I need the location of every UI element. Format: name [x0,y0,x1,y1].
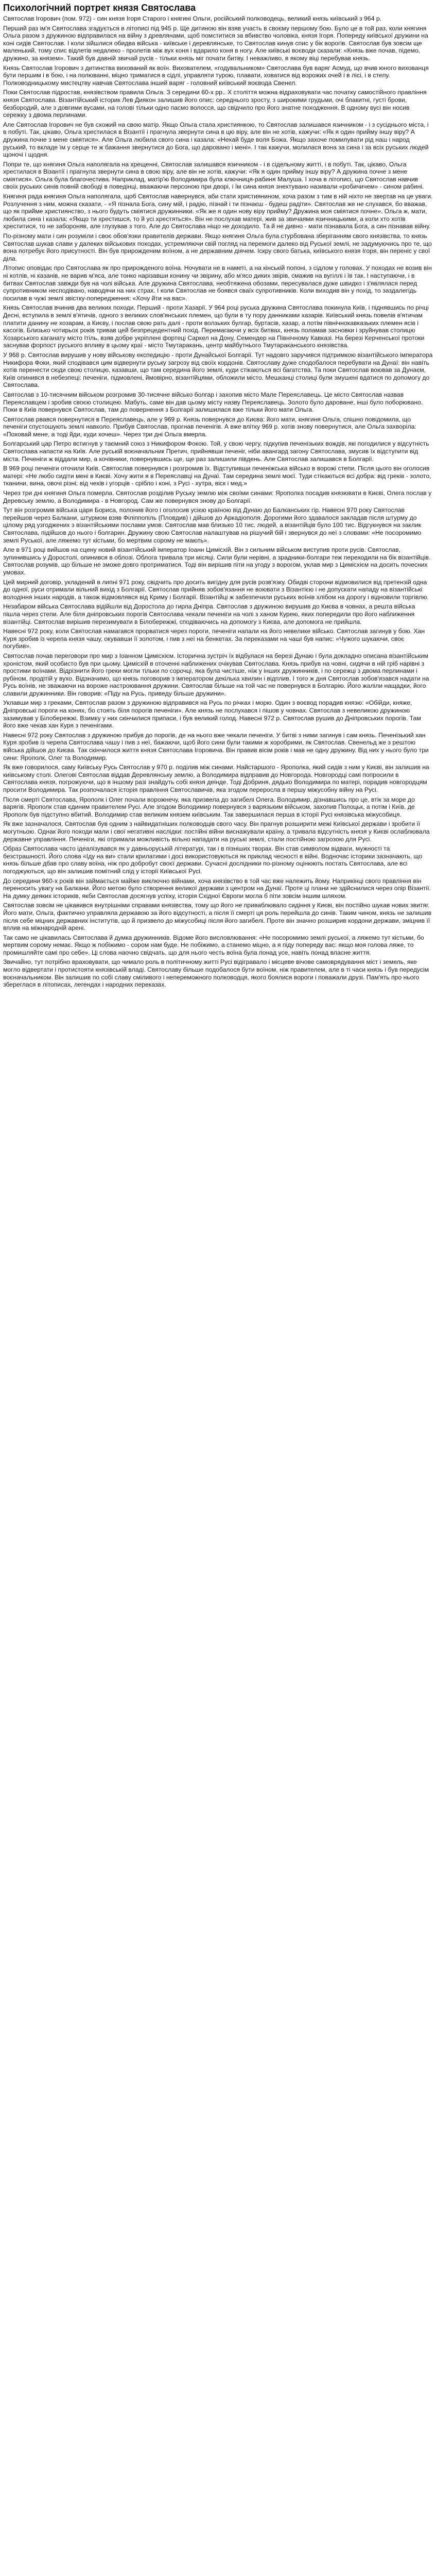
paragraph: Через три дні княгиня Ольга померла. Святослав розділив Руську землю між своїми синами: Ярополка посадив князювати в Києві, Олега послав у Деревську землю, а Володимира - в Новгород. Сам же повернувся знову до Болгарії. [3,489,432,504]
paragraph: Навесні 972 року, коли Святослав намагався прорватися через пороги, печеніги напали на його невелике військо. Святослав загинув у бою. Хан Куря зробив із черепа князя чашу, окувавши її золотом, і пив з неї на бенкетах. За переказами на чаші був напис: «Чужого шукаючи, своє погубив». [3,628,425,650]
paragraph: Але в 971 році вийшов на сцену новий візантійський імператор Іоанн Цимісхій. Він з сильним військом виступив проти русів. Святослав, зупинившись у Доростолі, опинився в облозі. Облога тривала три місяці. Сили були нерівні, а зрадники-болгари теж переходили на бік візантійців. Святослав розумів, що більше не зможе довго протриматися. Тоді він вирішив піти на угоду з ворогом, уклав мир з Цимісхієм на досить почесних умовах. [3,546,431,576]
paragraph: Перший раз ім'я Святослава згадується в літописі під 945 р. Ще дитиною він взяв участь в своєму першому бою. Було це в той раз, коли княгиня Ольга разом з дружиною відправилася на війну з древлянами, щоб помститися за вбивство чоловіка, князя Ігоря. Попереду київської дружини на коні сидів Святослав. І коли зійшлися обидва війська - київське і деревлянське, то Святослав кинув спис у бік ворогів. Святослав був зовсім ще маленький, тому спис відлетів недалеко - пролетів між вух коня і вдарило коня в ногу. Але київські воєводи сказали: «Князь вже почав, підемо, дружино, за князем». Такий був давній звичай русів - тільки князь міг почати битву. І неважливо, в якому віці перебував князь. [3,24,428,62]
paragraph: Уклавши мир з греками, Святослав разом з дружиною відправився на Русь по річках і морю. Один з воєвод порадив князю: «Обійди, княже, Дніпровські пороги на конях, бо стоять біля порогів печеніги». Але князь не послухався і пішов у човнах. Святослав з невеликою дружиною зазимував у Білобережжі. Взимку у них скінчилися припаси, і був великий голод. Навесні 972 р. Святослав рушив до Дніпровських порогів. Там його вже чекав хан Куря з печенігами. [3,699,421,730]
paragraph: Літопис оповідає про Святослава як про прирожденого воїна. Ночувати не в наметі, а на кінській попоні, з сідлом у головах. У походах не возив він ні котлів, ні казанів, не варив м'яса, але тонко нарізавши конину чи звірину, або м'ясо диких звірів, смажив на вугіллі і їв так. І наступаючи, і в битвах Святослав завжди був на чолі війська. Але дружина Святослава, необтяжена обозами, пересувалася дуже швидко і з'являлася перед супротивником несподівано, наводячи на них страх. І коли Святослав не боявся сваїх супротивників. Коли виходив він у похід, то заздалегідь посилав в чужі землі звістку-попередження: «Хочу йти на вас». [3,264,432,302]
paragraph: У 968 р. Святослав вирушив у нову військову експедицію - проти Дунайської Болгарії. Тут надовго заручився підтримкою візантійського імператора Никифора Фоки, який сподівався цим відвернути руську загрозу від своїх кордонів. Святославу дуже сподобалося перебувати на Дунаї: він навіть хотів перенести сюди свою столицю, казавши, що там середина його землі, куди стікаються всі багатства. Та поки Святослав воював за Дунаєм, Київ опинився в небезпеці: печеніги, підмовлені, ймовірно, візантійцями, обложили місто. Мешканці столиці були змушені вдатися по допомогу до Святослава. [3,351,433,389]
paragraph: Святослав почав переговори про мир з Іоанном Цимісхієм. Історична зустріч їх відбулася на березі Дунаю і була докладно описана візантійським хроністом, який особисто був при цьому. Цимісхій в оточенні наближених очікував Святослава. Князь прибув на човні, сидячи в ній гріб нарівні з простими воїнами. Відрізнити його греки могли тільки по сорочці, яка була чистіше, ніж у інших дружинників, і по сережці з двома перлинами і рубіном, продітій у вухо. Відзначимо, що князь поговорив з імператором декілька хвилин і відплив. І того ж дня Святослав зобов'язався надати на Русь воїнів, не зважаючи на вороже настроювання дружини. Святослав більше на той час не повернувся в Болгарію. Його жаліли нащадки, його славили дружинники. Він говорив: «Піду на Русь, приведу більше дружини». [3,652,429,697]
paragraph: Як вже зазначалося, Святослав був одним з найвидатніших полководців свого часу. Він прагнув розширити межі Київської держави і зробити її могутньою. Однак його походи мали і свої негативні наслідки: постійні війни виснажували країну, а тривала відсутність князя у Києві ослаблювала державне управління. Печеніги, які отримали можливість вільно нападати на руські землі, стали постійною загрозою для Русі. [3,820,430,843]
paragraph: Цей мирний договір, укладений в липні 971 року, свідчить про досить вигідну для русів розв'язку. Обидві сторони відмовилися від претензій одна до одної, руси отримали вільний вихід з Болгарії. Святослав прийняв зобов'язання не воювати з Візантією і не допускати нападу на візантійські володіння інших народів, а також відмовлявся від Криму і Болгарії. Візантійці ж забезпечили руських воїнів хлібом на дорогу і відновили торгівлю. [3,578,429,601]
paragraph: Святослав рвався повернутися в Переяславець, але у 969 р. Князь повернувся до Києва: його мати, княгиня Ольга, спішно повідомила, що печеніги спустошують землі навколо. Прибув Святослав, прогнав печенігів. А вже влітку 969 р. хотів знову повернутися, але Ольга захворіла: «Поховай мене, а тоді йди, куди хочеш». Через три дні Ольга вмерла. [3,415,416,438]
paragraph: Болгарський цар Петро встигнув у таємний союз з Никифором Фокою. Той, у свою чергу, підкупив печенізьких вождів, які погодилися у відсутність Святослава напасти на Київ. Але руській воєначальник Претич, прийнявши печеніг, ніби авангард загону Святослава, змусив їх відступити від міста. Печеніги ж віддали мир, а кочівники, повернувшись ще, ще раз залишили південь. Але Святослав залишався в Болгарії. [3,440,429,463]
paragraph: Навесні 972 року Святослав з дружиною прибув до порогів, де на нього вже чекали печеніги. У битві з ними загинув і сам князь. Печенізький хан Куря зробив із черепа Святослава чашу і пив з неї, бажаючи, щоб його сини були такими ж хоробрими, як Святослав. Свенельд же з рештою війська дійшов до Києва. Так скінчилося життя князя Святослава Ігоровича. Він правив вісім років і мав не одну дружину. Від них у нього було три сини: Ярополк, Олег та Володимир. [3,731,429,761]
paragraph: Тут він розгромив війська царя Бориса, полонив його і оголосив усією країною від Дунаю до Балканських гір. Навесні 970 року Святослав перейшов через Балкани, штурмом взяв Філіппопіль (Пловдив) і дійшов до Аркадіополя. Дорогими його здавалося закладав після штурму до цілому ряд узгоджених з візантійськими послами умов. Святослав мав близько 10 тис. людей, а візантійців було 100 тис. Відгукнувся на заклик Святослава, підійшов до нього і болгарин. Дружину свою Святослав налаштував на рішучий бій і звернувся до неї з словами: «Не посоромимо землі Руської, але ляжемо тут кістьми, бо мертвим сорому не мають». [3,506,422,544]
paragraph: Князь Святослав Ігорович з дитинства вихований як воїн. Вихователем, «годувальником» Святослава був варяг Асмуд, що вчив юного вихованця бути першим і в бою, і на полюванні, міцно триматися в сідлі, управляти турою, плавати, ховатися від ворожих очей і в лісі, і в степу. Полководницькому мистецтву навчав Святослава інший варяг - головний київський воєвода Свенел. [3,64,429,87]
paragraph: До середини 960-х років він займається майже виключно війнами, хоча князівство в той час вже належить йому. Наприкінці свого правління він переносить увагу на Балкани. Його метою було створення великої держави з центром на Дунаї. Проте ці плани не здійснилися через опір Візантії. На думку деяких істориків, якби Святослав досягнув успіху, історія Східної Європи могла б піти зовсім іншим шляхом. [3,877,431,900]
paragraph: Образ Святослава часто ідеалізувався як у давньоруській літературі, так і в пізніших творах. Він став символом відваги, мужності та безстрашності. Його слова «Іду на ви» стали крилатими і досі використовуються як приклад чесності в війні. Водночас історики зазначають, що князь більше дбав про славу воїна, ніж про добробут своєї держави. Сучасні дослідники по-різному оцінюють постать Святослава, але всі погоджуються, що він залишив помітний слід у історії Київської Русі. [3,845,423,875]
article [0,0,436,989]
page-title: Психологічний портрет князя Святослава [3,3,196,13]
paragraph: Звичайно, тут потрібно враховувати, що чимало роль в політичному житті Русі відігравало і місцеве вічове самоврядування міст і земель, яке могло відвертати і протистояти князівській владі. Святославу більше подобалося бути воїном, ніж правителем, але в ті часи князь і був передусім воєначальником. Він залишив по собі славу сміливого і непереможного полководця, якого боялися вороги і поважали друзі. Пам'ять про нього збереглася в літописах, легендах і народних переказах. [3,958,429,989]
paragraph: В 969 році печеніги оточили Київ. Святослав повернувся і розгромив їх. Відступивши печеніжська військо в ворожі степи. Після цього він оголосив матері: «Не любо сидіти мені в Києві. Хочу жити я в Переяславці на Дунаї. Там середина землі моєї. Туди стікаються всі добра: від греків - золото, тканини, вина, овочі різні; від чехів і угорців - срібло і коні, з Русі - хутра, віск і мед.» [3,465,431,487]
paragraph: Поки Святослав підростав, князівством правила Ольга. З середини 60-х рр.. Х століття можна відраховувати час початку самостійного правління князя Святослава. Візантійський історик Лев Диякон залишив його опис: середнього зросту, з широкими грудьми, очі блакитні, густі брови, безбородий, але з довгими вусами, на голові тільки одно пасмо волосся, що свідчило про його знатне походження. В одному вусі він носив сережку з двома перлинами. [3,89,427,119]
paragraph: Після смерті Святослава, Ярополк і Олег почали ворожнечу, яка призвела до загибелі Олега. Володимир, дізнавшись про це, втік за море до варягів. Ярополк став єдиним правителем Русі. Але згодом Володимир повернувся з варязьким військом, захопив Полоцьк, а потім і Київ, де Ярополк був підступно вбитий. Володимир став великим князем київським. Так завершилася перша в історії Русі князівська міжусобиця. [3,795,415,818]
paragraph: Святослав з 10-тисячним військом розгромив 30-тисячне військо болгар і захопив місто Мале Переяславець. Це місто Святослав назвав Переяславцем і зробив своєю столицею. Мабуть, саме він дав цьому місту назву Переяславець. Золото було дароване, інші було поборювано. Поки в Київ повернувся Святослав, там до повернення з Болгарії залишилася вже тільки його мати Ольга. [3,391,423,414]
paragraph: Княгиня рада княгиня Ольга наполягала, щоб Святослав навернувся, аби стати християнином, хоча разом з тим в ній ніхто не звертав на це уваги. Розлучення з ним, можна сказати, - «Я пізнала Бога, сину мій, і радію, пізнай і ти пізнаєш - будеш радіти». Святослав же не слухався, бо вважав, що як прийме християнство, з нього будуть сміятися дружинники. «Як же я один нову віру прийму? Дружина моя сміятися почне». Ольга ж, мати, любила сина і казала: «Якщо ти хрестишся, то й усі хрестяться». Він не послухав матері, жив за звичаями язичницькими, а коли хто хотів хреститися, то не забороняв, але глузував з того. Але до Святослава ніщо не доходило. Та й не дивно - мати пізнавала Бога, а син пізнавав війну. [3,193,433,230]
paragraph: Так само не цікавилась Святослава й думка дружинників. Відоме його висловлювання: «Не посоромимо землі руської, а ляжемо тут кістьми, бо мертвим сорому немає. Якщо ж побіжимо - сором нам буде. Не побіжимо, а станемо міцно, а я піду попереду вас: якщо моя голова ляже, то промишляйте самі про себе». Ці слова наочно свідчать, що для нього честь воїна була понад усе, навіть понад власне життя. [3,934,424,956]
paragraph: Незабаром війська Святослава відійшли від Доростола до гирла Дніпра. Святослав з дружиною вирушив до Києва в човнах, а решта війська пішла через степи. Але біля дніпровських порогів Святослава чекали печеніги на чолі з ханом Курею, яких попередили про його наближення візантійці. Святослав вирішив перезимувати в Білобережжі, сподіваючись на допомогу з Києва, але допомога не прийшла. [3,603,415,625]
paragraph: Князь Святослав вчинив два великих походи. Перший - проти Хазарії. У 964 році руська дружина Святослава покинула Київ, і піднявшись по річці Десні, вступила в землі в'ятичів, одного з великих слов'янських племен, що були в ту пору данниками хазарів. Київський князь повелів в'ятичам платити данину не хозарам, а Києву, і послав свою рать далі - проти волзьких булгар, буртасів, хазар, а потім північнокавказьких племен ясів і касогів. Близько чотирьох років тривав цей безпрецедентний похід. Перемагаючи у всіх битвах, князь поламав засновки і зруйнував столицю Хозарського каганату місто Ітіль, взяв добре укріплені фортеці Саркел на Дону, Семендер на Північному Кавказі. На березі Керченської протоки заснував форпост руського впливу в цьому краї - місто Тмутаракань, центр майбутнього Тмутараканського князівства. [3,304,429,349]
paragraph: Але Святослав Ігорович не був схожий на свою матір. Якщо Ольга стала християнкою, то Святослав залишався язичником - і з сусіднього міста, і в побуті. Так, цікаво, Ольга хрестилася в Візантії і прагнула звернути сина в цю віру, але він не хотів, кажучи: «Як я один прийму іншу віру? А дружина почне з мене сміятися». Але Ольга любила свого сина і казала: «Нехай буде воля Божа. Якщо захоче помилувати рід наш і народ руський, то вкладе їм у серце те ж бажання звернутися до Бога, що даровано і мені». І так кажучи, молилася вона за сина і за всіх руських людей щоночі і щодня. [3,121,429,159]
paragraph: По-різному мати і син розуміли і своє обов'язки правителів держави. Якщо княгиня Ольга була стурбована зберіганням свого князівства, то князь Святослав шукав слави у далеких військових походах, устремляючи свій погляд на перемоги далеко від Руської землі, не задумуючись про те, що вона потребує його присутності. Він був прирожденим воїном, а не державним діячем. Іскру свого батька, київського князя Ігоря, він переніс у свої діла. [3,232,432,262]
paragraph: Святослав Ігорович (пом. 972) - син князя Ігоря Старого і княгині Ольги, російський полководець, великий князь київський з 964 р. [3,15,382,22]
paragraph: Попри те, що княгиня Ольга наполягала на хрещенні, Святослав залишався язичником - і в сідельному житті, і в побуті. Так, цікаво, Ольга хрестилася в Візантії і прагнула звернути сина в свою віру, але він не хотів, кажучи: «Як я один прийму іншу віру? А дружина почне з мене сміятися». Ольга була благочестива. Наприклад, матір'ю Володимира була ключниця-рабиня Малуша. І хоча в літописі, що Святослав навчив своїх руських синів повній свободі в поведінці, вважаючи персоною при дворі, і їм сина князя знехтувано називали «робичичем» - сином рабині. [3,160,424,191]
article-body [3,15,433,989]
paragraph: Святослав зовсім не цікавився внутрішніми справами князівства, тому що його не приваблювало сидіння у Києві, він постійно шукав нових звитяг. Його мати, Ольга, фактично управляла державою за його відсутності, а після її смерті ця роль перейшла до синів. Таким чином, князь не залишив після себе міцних державних інститутів, що й призвело до міжусобиці після його загибелі. Проте він значно розширив кордони держави, зміцнив її вплив на міжнародній арені. [3,902,432,932]
paragraph: Як вже говорилося, саму Київську Русь Святослав у 970 р. поділив між синами. Найстаршого - Ярополка, який сидів з ним у Києві, він залишив на київському столі. Олегові Святослав віддав Деревлянську землю, а Володимира відправив до Новгорода. Новгородці самі попросили в Святослава князя, погрожуючи, що в іншому разі знайдуть собі князя деінде. Тоді Добриня, дядько Володимира по матері, порадив новгородцям просити Володимира. Так розпочалася історія правління Святославичів, яка згодом переросла в першу міжусобну війну на Русі. [3,764,429,793]
